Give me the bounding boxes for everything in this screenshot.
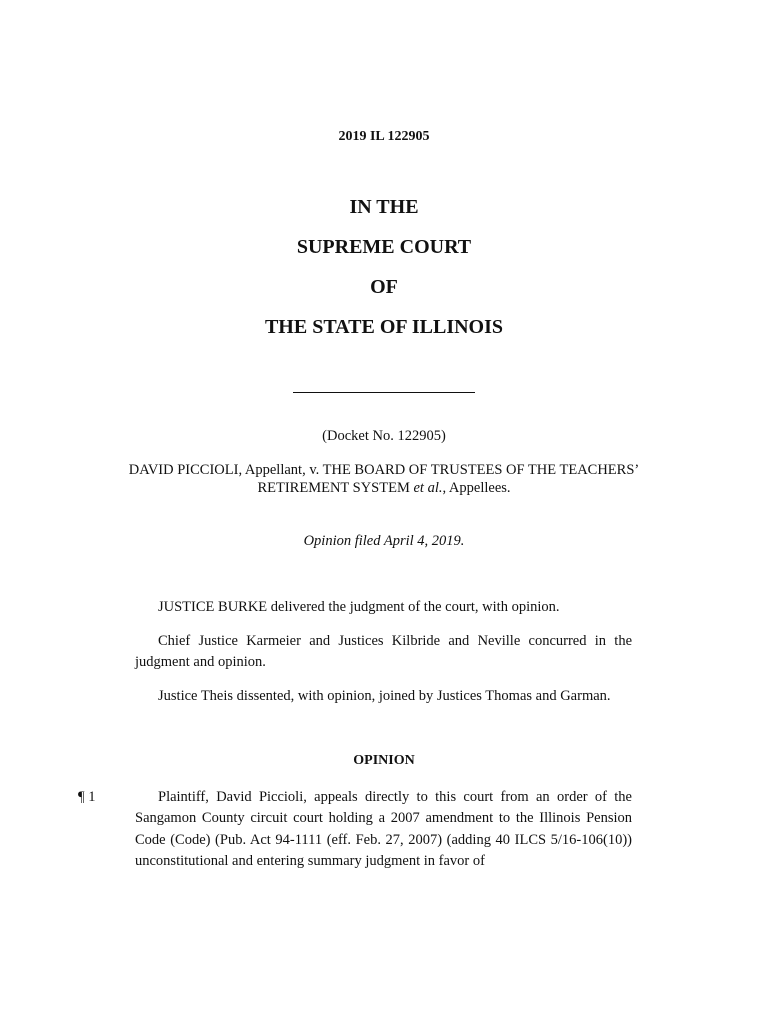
court-title-line-1: IN THE bbox=[349, 196, 419, 218]
court-title-line-4: THE STATE OF ILLINOIS bbox=[264, 316, 504, 338]
paragraph-marker: ¶ 1 bbox=[78, 789, 96, 805]
case-citation: 2019 IL 122905 bbox=[338, 129, 430, 144]
parties-et-al: et al. bbox=[413, 480, 443, 496]
parties-text-main: DAVID PICCIOLI, Appellant, v. THE BOARD OF TRUSTEES OF THE TEACHERS’ RETIREMENT SYSTEM bbox=[128, 462, 640, 496]
parties-text-end: , Appellees. bbox=[442, 480, 511, 496]
dissent-statement: Justice Theis dissented, with opinion, joined by Justices Thomas and Garman. bbox=[158, 688, 611, 704]
case-parties bbox=[100, 461, 668, 497]
judgment-statement: JUSTICE BURKE delivered the judgment of the court, with opinion. bbox=[158, 599, 560, 615]
court-title-line-2: SUPREME COURT bbox=[296, 236, 472, 258]
opinion-filed-date: Opinion filed April 4, 2019. bbox=[303, 533, 465, 549]
court-title-line-3: OF bbox=[370, 276, 398, 298]
opinion-heading: OPINION bbox=[353, 753, 415, 768]
concurrence-statement: Chief Justice Karmeier and Justices Kilbride and Neville concurred in the judgment and opinion. bbox=[135, 633, 632, 670]
title-divider bbox=[293, 392, 475, 393]
docket-number: (Docket No. 122905) bbox=[322, 428, 446, 444]
opinion-paragraph-1: Plaintiff, David Piccioli, appeals directly to this court from an order of the Sangamon County circuit court holding a 2007 amendment to the Illinois Pension Code (Code) (Pub. Act 94-1111 (eff. Feb. 27, 2007) (adding 40 ILCS 5/16-106(10)) unconstitutional and entering summary judgment in favor of bbox=[135, 789, 632, 869]
